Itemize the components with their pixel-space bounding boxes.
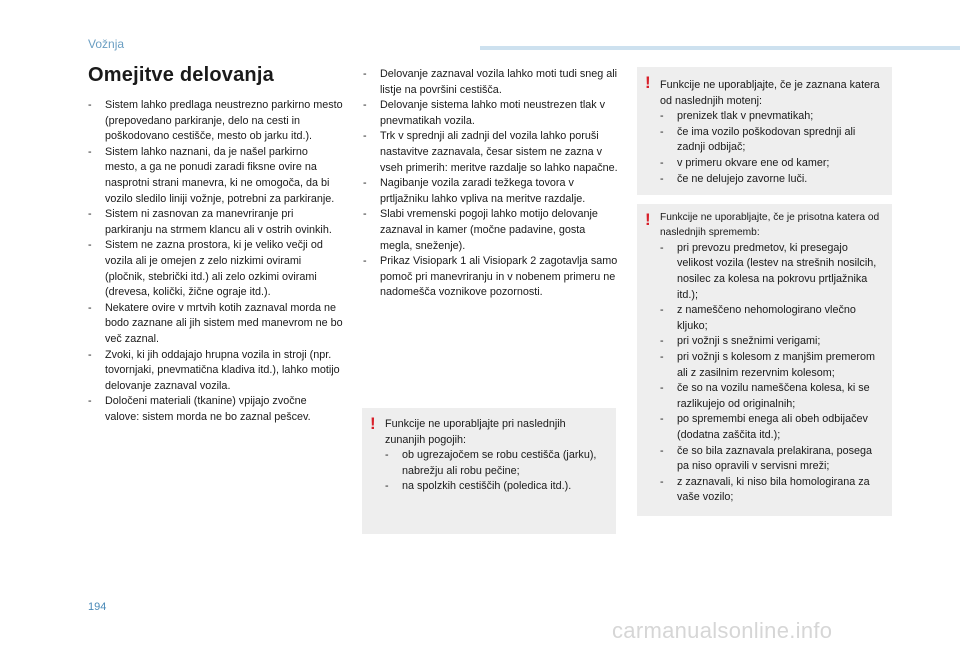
dash-bullet: -: [363, 68, 367, 80]
dash-bullet: -: [363, 99, 367, 112]
list-item: [88, 207, 343, 238]
warning-intro: Funkcije ne uporabljajte, če je zaznana katera od naslednjih motenj:: [660, 79, 880, 107]
warning-list: [660, 109, 884, 187]
dash-bullet: -: [363, 177, 367, 190]
list-item: [363, 207, 618, 254]
list-item-text: Nagibanje vozila zaradi težkega tovora v prtljažniku lahko vpliva na meritve razdalje.: [380, 177, 586, 205]
list-item: [363, 176, 618, 207]
watermark: carmanualsonline.info: [612, 618, 833, 643]
warning-list: [385, 448, 608, 495]
dash-bullet: -: [660, 304, 664, 317]
warning-box-modifications: [637, 204, 892, 516]
list-item: [660, 381, 884, 412]
list-item: [88, 145, 343, 207]
section-label: Vožnja: [88, 37, 125, 51]
list-item: [363, 67, 618, 98]
list-item-text: Sistem ni zasnovan za manevriranje pri parkiranju na strmem klancu ali v ostrih ovinkih.: [105, 208, 332, 236]
page-number: 194: [88, 601, 107, 613]
warning-icon: !: [645, 210, 651, 229]
list-item-text: Trk v sprednji ali zadnji del vozila lahko poruši nastavitve zaznavala, česar sistem ne zazna v vseh primerih: meritve razdalje so lahko napačne.: [380, 130, 618, 174]
dash-bullet: -: [385, 480, 389, 493]
list-item-text: če ima vozilo poškodovan sprednji ali zadnji odbijač;: [677, 125, 856, 154]
list-item-text: Prikaz Visiopark 1 ali Visiopark 2 zagotavlja samo pomoč pri manevriranju in v nobenem primeru ne nadomešča voznikove pozornosti.: [380, 255, 618, 299]
warning-intro: Funkcije ne uporabljajte, če je prisotna katera od naslednjih sprememb:: [660, 212, 880, 239]
dash-bullet: -: [660, 125, 664, 138]
list-item-text: če so bila zaznavala prelakirana, posega pa niso opravili v servisni mreži;: [677, 444, 873, 473]
list-item-text: Zvoki, ki jih oddajajo hrupna vozila in stroji (npr. tovornjaki, pnevmatična kladiva itd.), lahko motijo delovanje zaznaval vozila.: [105, 348, 340, 392]
warning-intro: Funkcije ne uporabljajte pri naslednjih zunanjih pogojih:: [385, 418, 566, 446]
list-item-text: Sistem ne zazna prostora, ki je veliko večji od vozila ali je omejen z zelo nizkimi ovirami (pločnik, stebrički itd.) ali zelo ozkimi ovirami (drevesa, količki, žične ograje itd.).: [105, 239, 323, 299]
dash-bullet: -: [88, 208, 92, 221]
list-item-text: pri prevozu predmetov, ki presegajo velikost vozila (lestev na strešnih nosilcih, nosilec za kolesa na pokrovu prtljažnika itd.);: [677, 241, 877, 301]
list-item: [660, 412, 884, 443]
list-item: [660, 350, 884, 381]
list-item: [363, 98, 618, 129]
dash-bullet: -: [88, 348, 92, 361]
list-item-text: Sistem lahko predlaga neustrezno parkirno mesto (prepovedano parkiranje, delo na cesti in poškodovano cestišče, mesto ob jarku itd.).: [105, 99, 343, 143]
dash-bullet: -: [363, 208, 367, 221]
list-item: [385, 448, 608, 479]
list-item-text: Določeni materiali (tkanine) vpijajo zvočne valove: sistem morda ne bo zaznal pešcev.: [105, 395, 311, 423]
page-title: Omejitve delovanja: [88, 64, 274, 86]
list-item-text: po spremembi enega ali obeh odbijačev (dodatna zaščita itd.);: [677, 413, 868, 441]
list-item-text: Delovanje zaznaval vozila lahko moti tudi sneg ali listje na površini cestišča.: [380, 68, 618, 96]
list-item: [88, 394, 343, 425]
list-item: [660, 475, 884, 506]
list-item-text: v primeru okvare ene od kamer;: [677, 156, 830, 169]
dash-bullet: -: [363, 255, 367, 268]
warning-icon: !: [370, 414, 376, 433]
dash-bullet: -: [660, 335, 664, 348]
list-item: [660, 172, 884, 188]
list-item-text: Sistem lahko naznani, da je našel parkirno mesto, a ga ne ponudi zaradi fiksne ovire na nasprotni strani manevra, ki ne omogoča, da bi vozilo sledilo liniji vožnje, potrebni za parkiranje.: [105, 145, 335, 205]
warning-icon: !: [645, 73, 651, 92]
dash-bullet: -: [88, 145, 92, 158]
list-item-text: Nekatere ovire v mrtvih kotih zaznaval morda ne bodo zaznane ali jih sistem med manevrom ne bo več zaznal.: [105, 301, 343, 345]
list-item-text: z zaznavali, ki niso bila homologirana za vaše vozilo;: [677, 475, 870, 504]
dash-bullet: -: [660, 382, 664, 395]
warning-box-malfunctions: [637, 67, 892, 195]
list-item-text: prenizek tlak v pnevmatikah;: [677, 110, 814, 123]
list-item: [660, 334, 884, 350]
list-item: [660, 241, 884, 303]
list-item: [660, 303, 884, 334]
list-item: [88, 348, 343, 395]
dash-bullet: -: [660, 413, 664, 426]
list-item: [660, 156, 884, 172]
list-item: [88, 98, 343, 145]
list-item-text: če so na vozilu nameščena kolesa, ki se razlikujejo od originalnih;: [677, 382, 870, 410]
dash-bullet: -: [88, 99, 92, 111]
dash-bullet: -: [88, 395, 92, 408]
dash-bullet: -: [660, 241, 664, 254]
dash-bullet: -: [660, 444, 664, 457]
dash-bullet: -: [660, 350, 664, 363]
dash-bullet: -: [660, 172, 664, 185]
limitations-list-left: [88, 98, 343, 425]
dash-bullet: -: [385, 449, 389, 462]
list-item: [363, 254, 618, 301]
dash-bullet: -: [363, 130, 367, 143]
list-item: [363, 129, 618, 176]
dash-bullet: -: [88, 239, 92, 252]
dash-bullet: -: [660, 110, 664, 123]
dash-bullet: -: [660, 156, 664, 169]
list-item-text: pri vožnji s kolesom z manjšim premerom ali z zasilnim rezervnim kolesom;: [677, 350, 875, 379]
warning-list: [660, 241, 884, 506]
list-item-text: če ne delujejo zavorne luči.: [677, 172, 808, 185]
list-item-text: ob ugrezajočem se robu cestišča (jarku), nabrežju ali robu pečine;: [402, 449, 597, 477]
list-item: [660, 444, 884, 475]
warning-box-external-conditions: [362, 408, 616, 534]
dash-bullet: -: [660, 475, 664, 488]
list-item-text: pri vožnji s snežnimi verigami;: [677, 335, 821, 348]
list-item-text: Delovanje sistema lahko moti neustrezen tlak v pnevmatikah vozila.: [380, 99, 606, 127]
dash-bullet: -: [88, 301, 92, 314]
list-item: [660, 125, 884, 156]
list-item: [88, 238, 343, 300]
list-item-text: na spolzkih cestiščih (poledica itd.).: [402, 480, 572, 493]
list-item: [660, 109, 884, 125]
list-item-text: Slabi vremenski pogoji lahko motijo delovanje zaznaval in kamer (močne padavine, gosta megla, sneženje).: [380, 208, 598, 252]
limitations-list-middle: [363, 67, 618, 301]
list-item: [88, 301, 343, 348]
list-item-text: z nameščeno nehomologirano vlečno kljuko;: [677, 304, 856, 332]
header-bar: [480, 46, 960, 50]
list-item: [385, 479, 608, 495]
